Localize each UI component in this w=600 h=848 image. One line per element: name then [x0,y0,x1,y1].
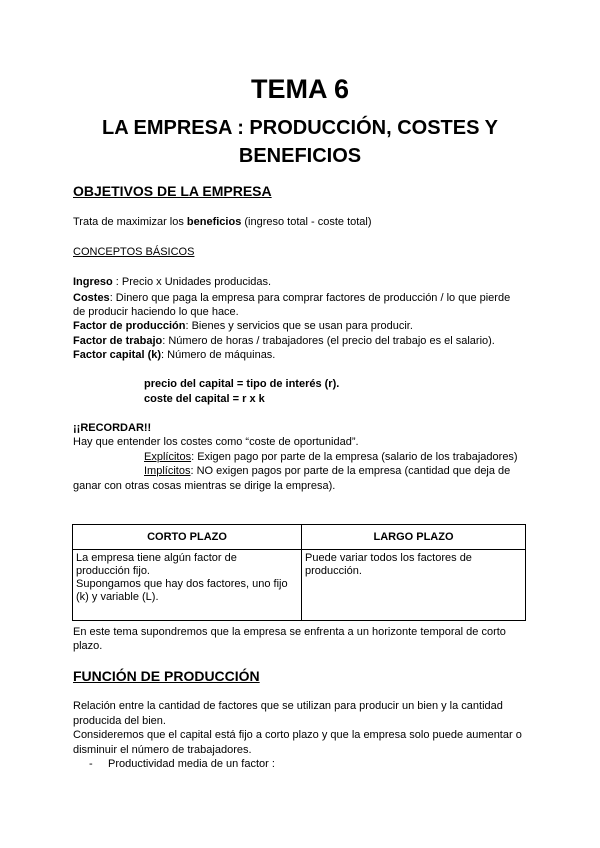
factor-produccion-def: : Bienes y servicios que se usan para producir. [185,320,413,332]
recordar-implicitos [144,465,510,477]
formula-coste-capital: coste del capital = r x k [144,393,265,405]
table-cell-corto-plazo [73,550,302,621]
comparison-table [72,524,526,621]
after-table-line1: En este tema supondremos que la empresa se enfrenta a un horizonte temporal de corto [73,626,506,638]
recordar-implicitos-cont: ganar con otras cosas mientras se dirige la empresa). [73,480,336,492]
page-subtitle-line2: BENEFICIOS [238,145,362,167]
section-heading-funcion: FUNCIÓN DE PRODUCCIÓN [73,668,260,684]
factor-capital-term: Factor capital (k) [73,349,162,361]
section-heading-conceptos: CONCEPTOS BÁSICOS [73,246,195,258]
table-cell-largo-plazo [302,550,526,621]
table-header-largo-plazo: LARGO PLAZO [302,525,526,550]
funcion-line1: Relación entre la cantidad de factores que se utilizan para producir un bien y la cantidad [73,700,503,712]
factor-trabajo-term: Factor de trabajo [73,335,163,347]
ingreso-def: : Precio x Unidades producidas. [112,276,272,288]
corto-plazo-line2: producción fijo. [76,565,150,577]
bullet-productividad-media: Productividad media de un factor : [108,758,275,770]
formula-precio-capital: precio del capital = tipo de interés (r). [144,378,340,390]
funcion-line3: Consideremos que el capital está fijo a corto plazo y que la empresa solo puede aumentar o [73,729,522,741]
explicitos-term: Explícitos [144,451,192,463]
page-subtitle-line1: LA EMPRESA : PRODUCCIÓN, COSTES Y [102,117,498,139]
funcion-line2: producida del bien. [73,715,166,727]
bullet-marker: - [89,758,93,770]
concepto-ingreso [73,276,271,288]
page-title: TEMA 6 [250,74,349,104]
recordar-explicitos [144,451,518,463]
table-header-row [73,525,526,550]
factor-produccion-term: Factor de producción [73,320,186,332]
concepto-factor-trabajo [73,335,495,347]
corto-plazo-line3: Supongamos que hay dos factores, uno fijo [76,578,288,590]
corto-plazo-line4: (k) y variable (L). [76,591,159,603]
factor-trabajo-def: : Número de horas / trabajadores (el precio del trabajo es el salario). [162,335,495,347]
funcion-line4: disminuir el número de trabajadores. [73,744,252,756]
concepto-costes-cont: de producir haciendo lo que hace. [73,306,239,318]
ingreso-term: Ingreso [73,276,113,288]
recordar-line1: Hay que entender los costes como “coste de oportunidad”. [73,436,359,448]
after-table-line2: plazo. [73,640,103,652]
implicitos-term: Implícitos [144,465,191,477]
concepto-factor-produccion [73,320,413,332]
implicitos-def: : NO exigen pagos por parte de la empresa (cantidad que deja de [190,465,511,477]
largo-plazo-line2: producción. [305,565,362,577]
factor-capital-def: : Número de máquinas. [161,349,276,361]
objetivos-text-bold: beneficios [186,216,242,228]
corto-plazo-line1: La empresa tiene algún factor de [76,552,237,564]
concepto-costes [73,292,510,304]
recordar-heading: ¡¡RECORDAR!! [73,422,152,434]
table-row [73,550,526,621]
objetivos-text-pre: Trata de maximizar los [73,216,187,228]
objetivos-text-post: (ingreso total - coste total) [241,216,372,228]
costes-term: Costes [73,292,110,304]
costes-def: : Dinero que paga la empresa para comprar factores de producción / lo que pierde [109,292,511,304]
objetivos-text [73,216,372,228]
concepto-factor-capital [73,349,275,361]
section-heading-objetivos: OBJETIVOS DE LA EMPRESA [73,183,272,199]
table-header-corto-plazo: CORTO PLAZO [73,525,302,550]
explicitos-def: : Exigen pago por parte de la empresa (salario de los trabajadores) [191,451,518,463]
largo-plazo-line1: Puede variar todos los factores de [305,552,472,564]
